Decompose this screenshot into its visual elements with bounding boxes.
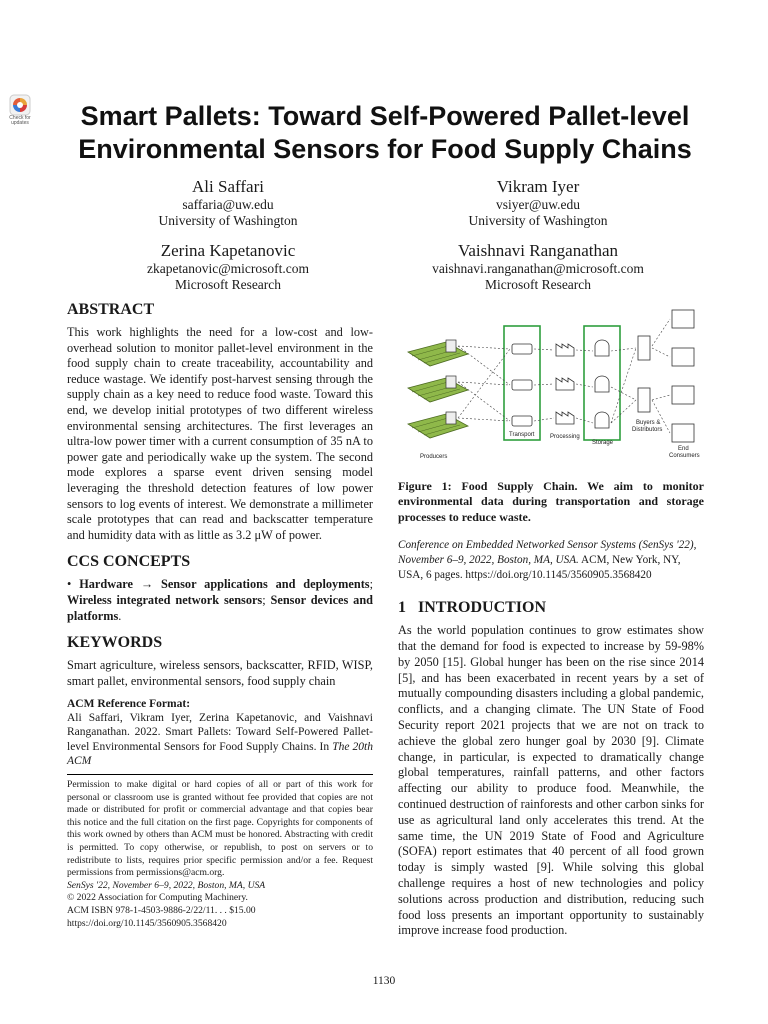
section-title: INTRODUCTION xyxy=(418,599,547,617)
farm-building-icon xyxy=(446,340,456,352)
factory-icon xyxy=(556,412,574,424)
store-icon xyxy=(672,386,694,404)
permission-block xyxy=(67,774,373,930)
abstract-text: This work highlights the need for a low-cost and low-overhead solution to monitor pallet-level environment in the food supply chain to create traceability, accountability and reduce wastage. We identify post-harvest sensing through the supply chain as a key need to reduce food waste. Toward this end, we develop initial prototypes of two different wireless environmental sensing architectures. The first leverages an ultra-low power timer with a current consumption of 35 nA to power gate and periodically wake up the system. The second mode explores a sparse event driven sensing model leveraging the threshold detection features of low power sensors to log events of interest. We demonstrate a millimeter scale prototypes that can read and backscatter temperature and humidity data with as little as 3.2 μW of power. xyxy=(67,325,373,542)
label-transport: Transport xyxy=(509,432,535,438)
author-affiliation: University of Washington xyxy=(468,213,608,228)
ccs-end: . xyxy=(118,608,122,623)
conference-ref-italic: Conference on Embedded Networked Sensor Systems (SenSys '22), November 6–9, 2022, Boston, MA, USA. xyxy=(398,539,697,566)
acm-ref-body: Ali Saffari, Vikram Iyer, Zerina Kapetanovic, and Vaishnavi Ranganathan. 2022. Smart Pallets: Toward Self-Powered Pallet-level Environmental Sensors for Food Supply Chains. In xyxy=(67,712,373,753)
conference-ref-text: ACM, New York, NY, USA, 6 pages. https://doi.org/10.1145/3560905.3568420 xyxy=(398,553,681,581)
intro-heading xyxy=(398,598,704,618)
ccs-concept: Sensor devices and platforms xyxy=(67,592,373,623)
author-affiliation: Microsoft Research xyxy=(484,277,592,292)
store-icon xyxy=(672,424,694,442)
abstract-heading: ABSTRACT xyxy=(67,301,155,318)
ccs-concept: Hardware xyxy=(79,577,133,592)
ccs-concept: Wireless integrated network sensors xyxy=(67,592,263,607)
author-name: Ali Saffari xyxy=(192,177,264,196)
label-distributors: Distributors xyxy=(632,427,663,433)
silo-icon xyxy=(595,412,609,428)
farm-building-icon xyxy=(446,412,456,424)
author-name: Zerina Kapetanovic xyxy=(160,241,296,260)
supply-chain-figure xyxy=(398,296,704,462)
ccs-concepts xyxy=(67,577,373,624)
silo-icon xyxy=(595,376,609,392)
building-icon xyxy=(638,388,650,412)
figure-caption: Figure 1: Food Supply Chain. We aim to monitor environmental data during transportation and storage processes to reduce waste. xyxy=(398,478,704,524)
permission-isbn: ACM ISBN 978-1-4503-9886-2/22/11. . . $15.00 xyxy=(67,905,256,917)
label-consumers: Consumers xyxy=(669,453,700,459)
label-producers: Producers xyxy=(420,454,448,460)
intro-text: As the world population continues to grow estimates show that the demand for food is expected to increase by 59-98% by 2050 [15]. Global hunger has been on the rise since 2014 [5], and has been exacerbated in recent years by a set of mutually compounding disasters including a global pandemic, conflicts, and a changing climate. The UN State of Food Security report 2021 projects that we are not on track to achieve the global zero hunger goal by 2030 [9]. Climate change, in particular, is expected to dramatically change global temperatures, rainfall patterns, and other factors affecting our ability to produce food. Meanwhile, the continued destruction of rainforests and other carbon sinks for use as agricultural land only accelerates this trend. At the same time, the UN 2019 State of Food and Agriculture (SOFA) report estimates that 40 percent of all food grown today is simply wasted [9]. While solving this global challenge requires a host of new technologies and policy solutions across production and distribution, reducing such food loss presents an important opportunity to sustainably improve increase food production. xyxy=(398,623,704,938)
permission-doi[interactable]: https://doi.org/10.1145/3560905.3568420 xyxy=(67,917,227,929)
author-block xyxy=(78,177,378,229)
author-affiliation: Microsoft Research xyxy=(174,277,282,292)
store-icon xyxy=(672,310,694,328)
label-storage: Storage xyxy=(592,440,614,446)
acm-ref-heading: ACM Reference Format: xyxy=(67,698,191,711)
author-name: Vaishnavi Ranganathan xyxy=(457,241,619,260)
left-column xyxy=(67,300,373,930)
permission-copyright: © 2022 Association for Computing Machinery. xyxy=(67,892,248,904)
producer-field-icon xyxy=(408,378,468,402)
building-icon xyxy=(638,336,650,360)
truck-icon xyxy=(512,344,532,354)
label-buyers: Buyers & xyxy=(636,420,661,426)
section-number: 1 xyxy=(398,599,406,617)
author-email[interactable]: vaishnavi.ranganathan@microsoft.com xyxy=(432,261,644,276)
farm-building-icon xyxy=(446,376,456,388)
label-end: End xyxy=(678,446,689,452)
ccs-concept: Sensor applications and deployments xyxy=(161,577,370,592)
producer-field-icon xyxy=(408,342,468,366)
ccs-heading: CCS CONCEPTS xyxy=(67,553,191,571)
author-email[interactable]: zkapetanovic@microsoft.com xyxy=(147,261,309,276)
author-email[interactable]: saffaria@uw.edu xyxy=(182,197,274,212)
conference-ref xyxy=(398,538,704,582)
ccs-arrow: → xyxy=(132,577,161,592)
store-icon xyxy=(672,348,694,366)
acm-ref-text xyxy=(67,711,373,768)
acm-ref-italic: The 20th ACM xyxy=(67,740,373,767)
author-name: Vikram Iyer xyxy=(496,177,580,196)
page-number: 1130 xyxy=(372,975,396,987)
factory-icon xyxy=(556,378,574,390)
check-for-updates-badge[interactable] xyxy=(6,94,34,128)
check-for-updates-label: Check for updates xyxy=(9,115,31,126)
label-processing: Processing xyxy=(550,434,580,440)
author-block xyxy=(388,177,688,229)
ccs-separator: ; xyxy=(369,577,374,592)
right-column xyxy=(398,296,704,939)
author-block xyxy=(388,241,688,293)
paper-title: Smart Pallets: Toward Self-Powered Pallet-level Environmental Sensors for Food Supply Chains xyxy=(78,101,692,164)
producer-field-icon xyxy=(408,414,468,438)
keywords-text: Smart agriculture, wireless sensors, backscatter, RFID, WISP, smart pallet, environmental sensors, food supply chain xyxy=(67,658,373,688)
permission-conference: SenSys '22, November 6–9, 2022, Boston, MA, USA xyxy=(67,879,266,891)
author-email[interactable]: vsiyer@uw.edu xyxy=(496,197,580,212)
author-block xyxy=(78,241,378,293)
ccs-bullet: • xyxy=(67,577,72,592)
permission-text: Permission to make digital or hard copies of all or part of this work for personal or classroom use is granted without fee provided that copies are not made or distributed for profit or commercial advantage and that copies bear this notice and the full citation on the first page. Copyrights for components of this work owned by others than ACM must be honored. Abstracting with credit is permitted. To copy otherwise, or republish, to post on servers or to redistribute to lists, requires prior specific permission and/or a fee. Request permissions from permissions@acm.org. xyxy=(67,779,373,879)
author-affiliation: University of Washington xyxy=(158,213,298,228)
silo-icon xyxy=(595,340,609,356)
truck-icon xyxy=(512,416,532,426)
keywords-heading: KEYWORDS xyxy=(67,634,163,652)
check-for-updates-icon xyxy=(9,94,31,116)
ccs-separator: ; xyxy=(262,592,271,607)
factory-icon xyxy=(556,344,574,356)
truck-icon xyxy=(512,380,532,390)
